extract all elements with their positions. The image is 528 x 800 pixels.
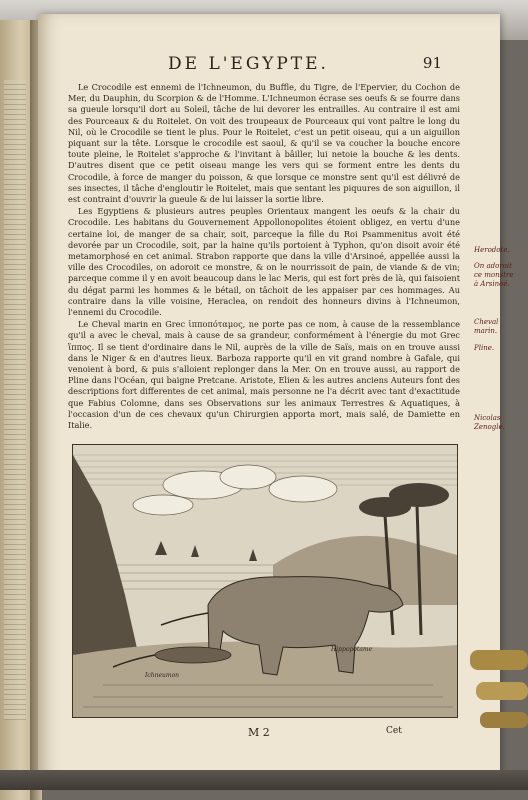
catchword: Cet [386, 726, 402, 736]
margin-note: Pline. [474, 344, 495, 352]
body-text [68, 82, 460, 432]
page-number: 91 [422, 54, 442, 72]
engraving-svg [73, 445, 457, 717]
running-title: DE L'EGYPTE. [168, 54, 329, 74]
brass-holder [470, 630, 528, 750]
signature-mark: M 2 [248, 726, 270, 739]
ichneumon [155, 647, 231, 663]
book-page [38, 14, 514, 784]
margin-note: Nicolas Zenogle. [474, 414, 505, 431]
engraving-illustration [72, 444, 458, 718]
left-page-edge [0, 20, 34, 800]
caption-right: Hippopotame [331, 646, 373, 653]
paragraph-crocodile-worship: Les Egyptiens & plusieurs autres peuples Orientaux mangent les oeufs & la chair du Crocodile. Les habitans du Gouvernement Appollonopolites étoient obligez, en vertu d'une certaine loi, de manger de sa chair, soit, parceque la fille du Roi Psammenitus avoit été devorée par un Crocodile, soit, par la haine qu'ils portoient à Typhon, qu'on disoit avoir été metamorphosé en cet animal. Strabon rapporte que dans la ville d'Arsinoé, appellée aussi la ville des Crocodiles, on adoroit ce monstre, & on le nourrissoit de pain, de viande & de vin; parceque comme il y en avoit beaucoup dans le lac Meris, qui est fort près de là, qui faisoient du dégat parmi les hommes & le bétail, on tâchoit de les appaiser par ces hommages. Au contraire dans la ville voisine, Heraclea, on rendoit des honneurs divins à l'Ichneumon, l'ennemi du Crocodile. [68, 206, 460, 318]
paragraph-crocodile-enemies: Le Crocodile est ennemi de l'Ichneumon, du Buffle, du Tigre, de l'Epervier, du Cochon de Mer, du Dauphin, du Scorpion & de l'Homme. L'Ichneumon écrase ses oeufs & se fourre dans sa gueule lorsqu'il dort au Soleil, tâche de lui devorer les entrailles. Au contraire il est ami des Pourceaux & du Roitelet. On voit des troupeaux de Pourceaux qui vont paître le long du Nil, où le Crocodile se tient le plus. Pour le Roitelet, c'est un petit oiseau, qui a un aiguillon piquant sur la tête. Lorsque le crocodile est saoul, & qu'il se va coucher la bouche encore toute pleine, le Roitelet s'approche & l'invitant à bâiller, lui netoie la bouche & les dents. D'autres disent que ce petit oiseau mange les vers qui se forment entre les dents du Crocodile, à force de manger du poisson, & que lorsque ce monstre sent qu'il est délivré de ses insectes, il tâche d'engloutir le Roitelet, mais que sentant les piquures de son aiguillon, il est contraint d'ouvrir la gueule & de lui laisser la sortie libre. [68, 82, 460, 205]
paragraph-hippopotamus: Le Cheval marin en Grec ἱπποπόταμος, ne porte pas ce nom, à cause de la ressemblance qu'il a avec le cheval, mais à cause de sa grandeur, conformément à l'énergie du mot Grec ἵππος. Il se tient d'ordinaire dans le Nil, auprès de la ville de Saïs, mais on en trouve aussi dans le Niger & en d'autres lieux. Barboza rapporte qu'il en vit grand nombre à Gafale, qui venoient à bord, & puis s'alloient replonger dans la Mer. On en trouve aussi, au rapport de Pline dans l'Océan, qui baigne Pretcane. Aristote, Elien & les autres anciens Auteurs font des descriptions fort differentes de cet animal, mais personne ne l'a décrit avec tant d'exactitude que Fabius Colomne, dans ses Observations sur les animaux Terrestres & Aquatiques, à l'occasion d'un de ces chevaux qu'un Chirurgien apporta mort, mais salé, de Damiette en Italie. [68, 319, 460, 431]
table-surface [0, 770, 528, 790]
margin-note: Herodote. [474, 246, 510, 254]
page-footer [38, 726, 500, 742]
left-page-text-lines [4, 80, 26, 720]
margin-note: Cheval marin. [474, 318, 499, 335]
caption-left: Ichneumon [145, 672, 180, 679]
margin-note: On adoroit ce monstre à Arsinoé. [474, 262, 514, 288]
page-header [38, 54, 500, 76]
